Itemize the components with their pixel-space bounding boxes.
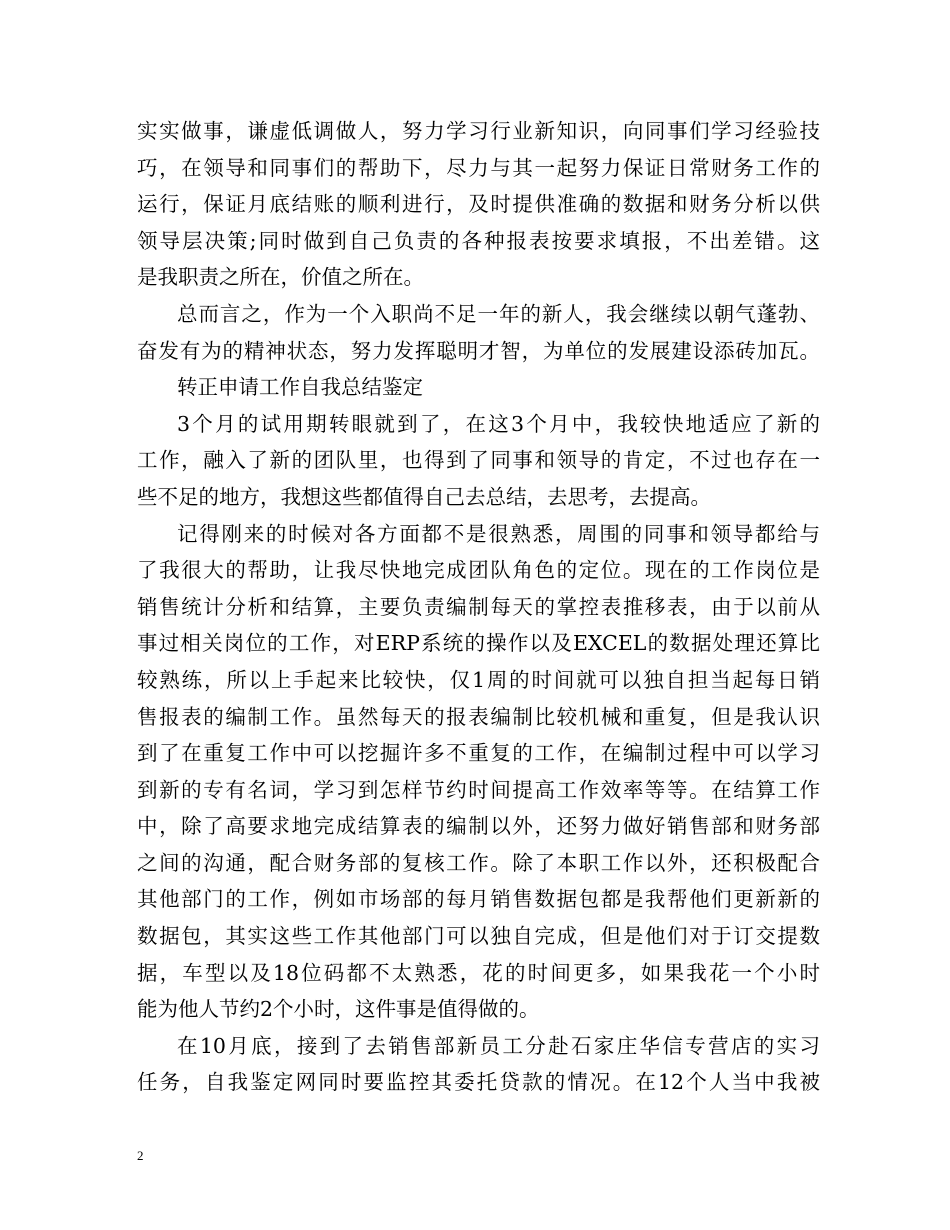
text-line: 其他部门的工作，例如市场部的每月销售数据包都是我帮他们更新新的	[137, 887, 820, 912]
text-line: 了我很大的帮助，让我尽快地完成团队角色的定位。现在的工作岗位是	[137, 558, 820, 583]
text-line: 在10月底，接到了去销售部新员工分赴石家庄华信专营店的实习	[177, 1033, 820, 1058]
text-line: 到新的专有名词，学习到怎样节约时间提高工作效率等等。在结算工作	[137, 777, 820, 802]
text-line: 是我职责之所在，价值之所在。	[137, 265, 424, 290]
text-line: 能为他人节约2个小时，这件事是值得做的。	[137, 997, 540, 1022]
text-line: 到了在重复工作中可以挖掘许多不重复的工作，在编制过程中可以学习	[137, 741, 820, 766]
page-number: 2	[137, 1148, 144, 1163]
text-line: 售报表的编制工作。虽然每天的报表编制比较机械和重复，但是我认识	[137, 704, 820, 729]
text-line: 3个月的试用期转眼就到了，在这3个月中，我较快地适应了新的	[177, 411, 820, 436]
text-line: 中，除了高要求地完成结算表的编制以外，还努力做好销售部和财务部	[137, 814, 820, 839]
text-line: 数据包，其实这些工作其他部门可以独自完成，但是他们对于订交提数	[137, 924, 820, 949]
text-line: 些不足的地方，我想这些都值得自己去总结，去思考，去提高。	[137, 484, 711, 509]
text-line: 领导层决策;同时做到自己负责的各种报表按要求填报，不出差错。这	[137, 228, 820, 253]
text-line: 巧，在领导和同事们的帮助下，尽力与其一起努力保证日常财务工作的	[137, 155, 820, 180]
text-line: 运行，保证月底结账的顺利进行，及时提供准确的数据和财务分析以供	[137, 192, 820, 217]
text-line: 事过相关岗位的工作，对ERP系统的操作以及EXCEL的数据处理还算比	[137, 631, 820, 656]
text-line: 任务，自我鉴定网同时要监控其委托贷款的情况。在12个人当中我被	[137, 1070, 820, 1095]
text-line: 较熟练，所以上手起来比较快，仅1周的时间就可以独自担当起每日销	[137, 667, 820, 692]
text-line: 据，车型以及18位码都不太熟悉，花的时间更多，如果我花一个小时	[137, 960, 820, 985]
text-line: 工作，融入了新的团队里，也得到了同事和领导的肯定，不过也存在一	[137, 448, 820, 473]
text-line: 总而言之，作为一个入职尚不足一年的新人，我会继续以朝气蓬勃、	[177, 301, 820, 326]
text-line: 之间的沟通，配合财务部的复核工作。除了本职工作以外，还积极配合	[137, 850, 820, 875]
text-line: 奋发有为的精神状态，努力发挥聪明才智，为单位的发展建设添砖加瓦。	[137, 338, 820, 363]
text-line: 转正申请工作自我总结鉴定	[177, 375, 423, 400]
text-line: 实实做事，谦虚低调做人，努力学习行业新知识，向同事们学习经验技	[137, 119, 820, 143]
document-body	[137, 113, 820, 1101]
text-line: 记得刚来的时候对各方面都不是很熟悉，周围的同事和领导都给与	[177, 521, 820, 546]
text-line: 销售统计分析和结算，主要负责编制每天的掌控表推移表，由于以前从	[137, 594, 820, 619]
